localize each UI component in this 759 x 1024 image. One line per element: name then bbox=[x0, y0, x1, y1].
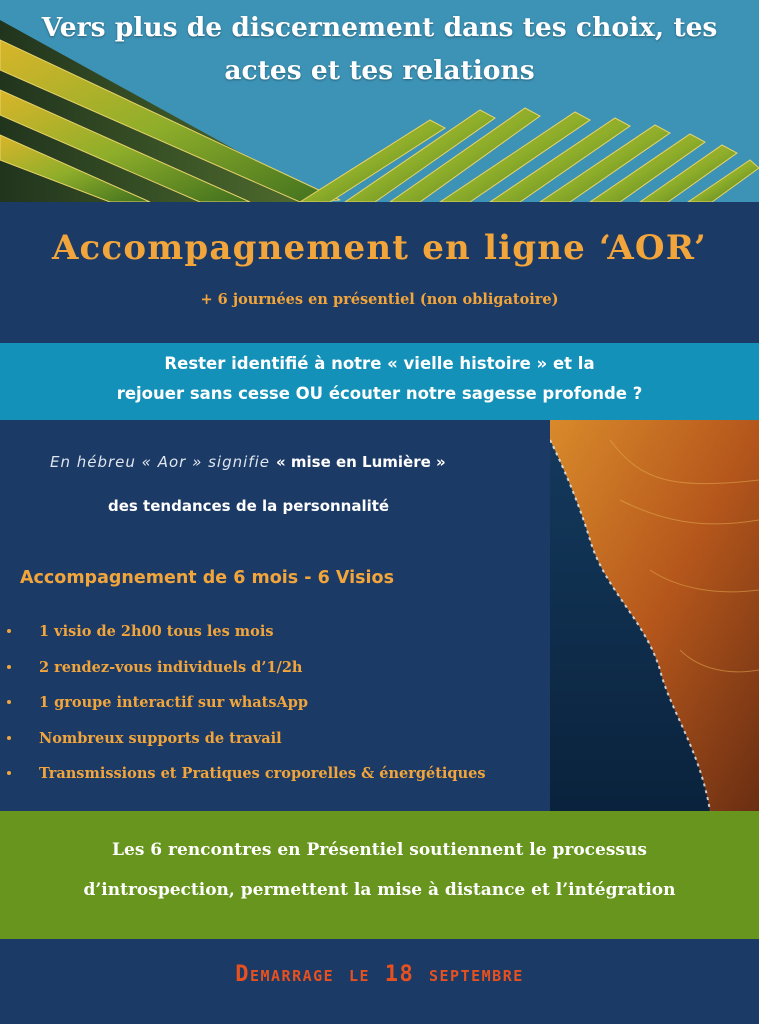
list-item bbox=[0, 762, 550, 798]
hero-banner bbox=[0, 0, 759, 202]
question-text bbox=[10, 349, 749, 409]
list-item bbox=[0, 727, 550, 763]
aor-meaning-continuation: des tendances de la personnalité bbox=[108, 497, 390, 515]
aor-meaning-emphasis: « mise en Lumière » bbox=[275, 453, 446, 471]
list-item-text: Transmissions et Pratiques croporelles & énergétiques bbox=[39, 765, 486, 782]
start-date: Demarrage le 18 septembre bbox=[235, 962, 524, 987]
list-item bbox=[0, 620, 550, 656]
list-item-text: 1 visio de 2h00 tous les mois bbox=[39, 623, 274, 640]
bullet-icon bbox=[7, 771, 11, 775]
coastline-image bbox=[550, 420, 759, 811]
bullet-icon bbox=[7, 736, 11, 740]
hero-title: Vers plus de discernement dans tes choix, tes actes et tes relations bbox=[41, 12, 718, 86]
list-item bbox=[0, 691, 550, 727]
sub-title: + 6 journées en présentiel (non obligatoire) bbox=[200, 291, 559, 308]
presentiel-line-1: Les 6 rencontres en Présentiel soutiennent le processus bbox=[112, 840, 647, 860]
presentiel-line-2: d’introspection, permettent la mise à distance et l’intégration bbox=[83, 880, 676, 900]
question-line-1: Rester identifié à notre « vielle histoire » et la bbox=[164, 354, 595, 373]
aor-meaning-line bbox=[50, 453, 446, 471]
program-title: Accompagnement de 6 mois - 6 Visios bbox=[20, 568, 394, 588]
question-line-2: rejouer sans cesse OU écouter notre sagesse profonde ? bbox=[116, 384, 643, 403]
bullet-icon bbox=[7, 629, 11, 633]
title-section bbox=[0, 202, 759, 343]
aor-meaning-prefix: En hébreu « Aor » signifie bbox=[50, 453, 270, 471]
program-list bbox=[0, 620, 550, 798]
list-item-text: 1 groupe interactif sur whatsApp bbox=[39, 694, 309, 711]
list-item bbox=[0, 656, 550, 692]
main-title: Accompagnement en ligne ‘AOR’ bbox=[51, 228, 708, 268]
bullet-icon bbox=[7, 665, 11, 669]
list-item-text: 2 rendez-vous individuels d’1/2h bbox=[39, 658, 303, 676]
bullet-icon bbox=[7, 700, 11, 704]
presentiel-text bbox=[10, 830, 749, 910]
list-item-text: Nombreux supports de travail bbox=[39, 729, 282, 747]
